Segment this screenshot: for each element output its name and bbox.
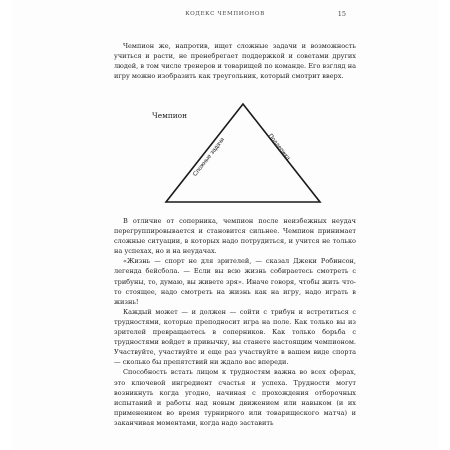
triangle-apex-label: Чемпион bbox=[152, 111, 188, 120]
right-side-label: Поддержка bbox=[266, 133, 291, 162]
running-title: КОДЕКС ЧЕМПИОНОВ bbox=[185, 11, 265, 17]
book-page bbox=[12, 0, 438, 450]
paragraph: «Жизнь — спорт не для зрителей, — сказал Джеки Робинсон, легенда бейсбола. — Если вы всю жизнь собираетесь смотреть с трибуны, то, думаю, вы живете зря». Иначе говоря, чтобы жить что-то стоящее, надо смотреть на жизнь как на игру, надо играть в жизнь! bbox=[114, 257, 356, 306]
paragraph: В отличие от соперника, чемпион после неизбежных неудач перегруппировывается и становится сильнее. Чемпион принимает сложные ситуации, в которых надо потрудиться, и учится не только на успехах, но и на неудачах. bbox=[114, 217, 356, 256]
paragraph: Способность встать лицом к трудностям важна во всех сферах, это ключевой ингредиент счастья и успеха. Трудности могут возникнуть когда угодно, начиная с прохождения отборочных испытаний и работы над новым движением или навыком (и их применением во время турнирного или товарищеского матча) и заканчивая моментами, когда надо заставить bbox=[114, 368, 356, 427]
body-text bbox=[114, 216, 356, 428]
running-header bbox=[12, 10, 438, 24]
paragraph: Каждый может — и должен — сойти с трибун и встретиться с трудностями, которые преподносит игра на поле. Как только вы из зрителей превращаетесь в соперников. Как только борьба с трудностями войдет в привычку, вы станете настоящим чемпионом. Участвуйте, участвуйте и еще раз участвуйте в вашем виде спорта — сколько бы препятствий ни ждало вас впереди. bbox=[114, 307, 356, 367]
triangle-shape bbox=[166, 104, 320, 202]
left-side-label: Сложные задачи bbox=[192, 136, 227, 178]
page-number: 15 bbox=[337, 10, 346, 18]
intro-block bbox=[114, 41, 356, 81]
intro-paragraph: Чемпион же, напротив, ищет сложные задачи и возможность учиться и расти, не пренебрегает поддержкой и советами других людей, в том числе тренеров и товарищей по команде. Его взгляд на игру можно изобразить как треугольник, который смотрит вверх. bbox=[114, 42, 356, 81]
champion-triangle-diagram bbox=[152, 100, 322, 206]
